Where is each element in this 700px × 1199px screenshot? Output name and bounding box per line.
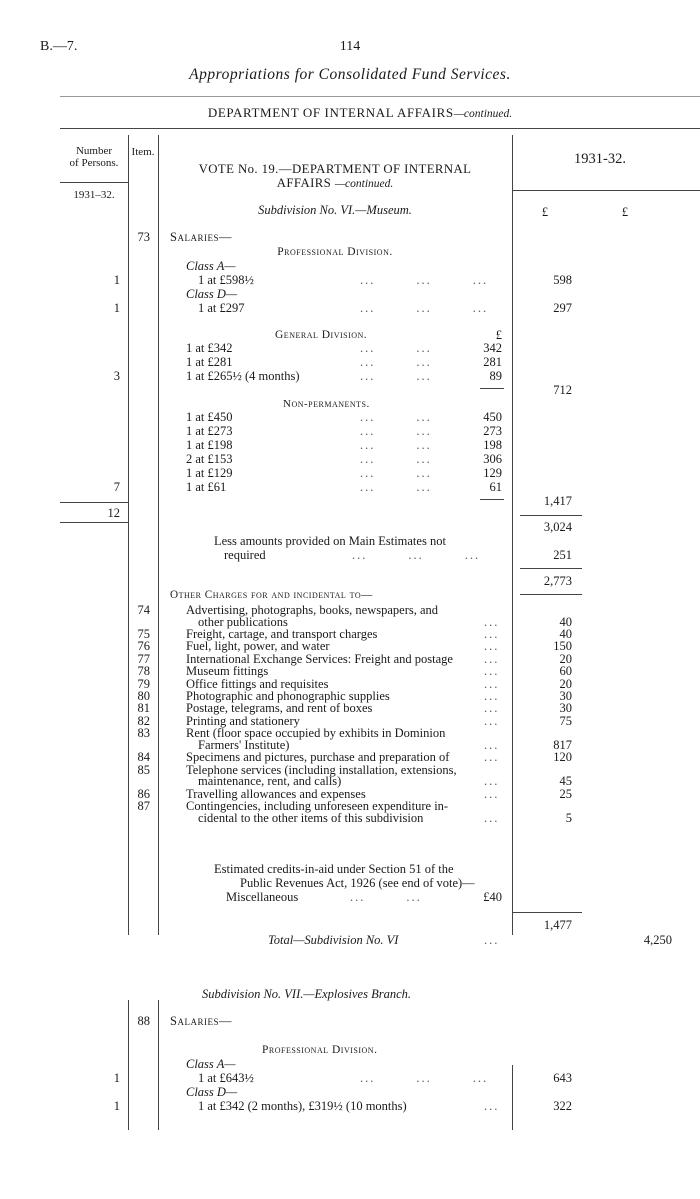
charge-item-number: 75 bbox=[137, 627, 150, 641]
class-d-label-vii: Class D— bbox=[186, 1085, 238, 1099]
leader-dots: ... bbox=[484, 651, 500, 666]
charge-item-number: 78 bbox=[137, 664, 150, 679]
persons-total-rule-bottom bbox=[60, 522, 128, 523]
credits-line1: Estimated credits-in-aid under Section 51 of the bbox=[214, 862, 454, 876]
leader-dots: ... bbox=[484, 664, 500, 679]
class-d-persons: 1 bbox=[113, 301, 120, 315]
general-total: 712 bbox=[553, 383, 572, 397]
leader-dots: ... ... bbox=[360, 341, 432, 355]
charge-amount: 120 bbox=[553, 750, 572, 765]
class-d-label: Class D— bbox=[186, 287, 238, 301]
net-amount: 2,773 bbox=[543, 574, 572, 588]
item-column-rule-lower bbox=[158, 1000, 159, 1130]
leader-dots: ... ... ... bbox=[352, 548, 481, 562]
charge-description: Printing and stationery bbox=[186, 713, 300, 728]
charge-description-continued: cidental to the other items of this subdivision bbox=[198, 810, 424, 825]
page-number: 114 bbox=[339, 39, 361, 54]
charge-amount: 817 bbox=[553, 737, 572, 752]
year-header: 1931-32. bbox=[574, 151, 626, 167]
subdivision-vi-title: Subdivision No. VI.—Museum. bbox=[258, 203, 412, 217]
charge-amount: 25 bbox=[559, 786, 572, 801]
class-a-persons: 1 bbox=[113, 273, 120, 287]
vote-title-continued: —continued. bbox=[334, 178, 394, 190]
persons-total-rule-top bbox=[60, 502, 128, 503]
charge-amount: 5 bbox=[565, 810, 572, 825]
nonperm-entry-2: 1 at £273 bbox=[186, 424, 233, 438]
class-d-entry: 1 at £297 bbox=[198, 301, 245, 315]
leader-dots: ... ... bbox=[360, 452, 432, 466]
leader-dots: ... bbox=[484, 701, 500, 716]
class-d-entry-vii: 1 at £342 (2 months), £319½ (10 months) bbox=[198, 1099, 407, 1113]
other-charges-total: 1,477 bbox=[543, 918, 572, 932]
nonperm-persons: 7 bbox=[113, 480, 120, 494]
header-rule bbox=[60, 128, 700, 129]
leader-dots: ... bbox=[484, 786, 500, 801]
charge-item-number: 74 bbox=[137, 603, 150, 617]
leader-dots: ... bbox=[484, 750, 500, 765]
leader-dots: ... bbox=[484, 810, 500, 825]
leader-dots: ... ... ... bbox=[360, 301, 489, 315]
class-a-label: Class A— bbox=[186, 259, 236, 273]
nonperm-amount-2: 273 bbox=[483, 424, 502, 438]
credits-line2: Public Revenues Act, 1926 (see end of vote)— bbox=[240, 876, 475, 890]
leader-dots: ... bbox=[484, 676, 500, 691]
subdivision-vii-title: Subdivision No. VII.—Explosives Branch. bbox=[202, 987, 411, 1001]
leader-dots: ... ... bbox=[360, 480, 432, 494]
charge-description: Advertising, photographs, books, newspapers, and bbox=[186, 603, 439, 617]
leader-dots: ... bbox=[484, 774, 500, 789]
leader-dots: ... bbox=[484, 737, 500, 752]
charge-description: Fuel, light, power, and water bbox=[186, 639, 330, 654]
persons-column-rule bbox=[128, 135, 129, 935]
leader-dots: ... ... bbox=[350, 890, 422, 904]
charge-amount: 75 bbox=[559, 713, 572, 728]
leader-dots: ... bbox=[484, 627, 500, 641]
general-amount-3: 89 bbox=[489, 369, 502, 383]
department-suffix: —continued. bbox=[453, 108, 513, 120]
department-name: DEPARTMENT OF INTERNAL AFFAIRS bbox=[207, 105, 454, 120]
amount-rule bbox=[520, 568, 582, 569]
nonperm-amount-5: 129 bbox=[483, 466, 502, 480]
amount-rule bbox=[520, 594, 582, 595]
leader-dots: ... bbox=[484, 614, 500, 629]
leader-dots: ... bbox=[484, 713, 500, 728]
leader-dots: ... ... bbox=[360, 438, 432, 452]
charge-item-number: 77 bbox=[137, 651, 150, 666]
persons-header-rule bbox=[60, 182, 128, 183]
vote-title-affairs: AFFAIRS bbox=[276, 176, 332, 190]
less-amounts-line2: required bbox=[224, 548, 266, 562]
charge-description-continued: maintenance, rent, and calls) bbox=[198, 774, 342, 789]
general-entry-1: 1 at £342 bbox=[186, 341, 233, 355]
salaries-heading: Salaries— bbox=[170, 230, 232, 244]
charge-amount: 30 bbox=[559, 689, 572, 703]
persons-year: 1931–32. bbox=[73, 189, 115, 201]
item-73: 73 bbox=[137, 230, 150, 244]
class-a-amount-vii: 643 bbox=[553, 1071, 572, 1085]
department-heading bbox=[150, 106, 570, 121]
subtotal-rule bbox=[480, 388, 504, 389]
nonperm-entry-6: 1 at £61 bbox=[186, 480, 227, 494]
amount-rule bbox=[520, 515, 582, 516]
general-entry-2: 1 at £281 bbox=[186, 355, 233, 369]
charge-item-number: 87 bbox=[137, 799, 150, 813]
less-amount: 251 bbox=[553, 548, 572, 562]
non-permanents-heading: Non-permanents. bbox=[283, 398, 370, 410]
charge-description: Contingencies, including unforeseen expenditure in- bbox=[186, 799, 449, 813]
charge-description: Office fittings and requisites bbox=[186, 676, 329, 691]
general-pound: £ bbox=[495, 328, 502, 342]
leader-dots: ... bbox=[484, 1099, 500, 1113]
charge-description-continued: Farmers' Institute) bbox=[198, 737, 290, 752]
charge-description: Specimens and pictures, purchase and preparation of bbox=[186, 750, 450, 765]
charge-description: Postage, telegrams, and rent of boxes bbox=[186, 701, 373, 716]
charge-amount: 150 bbox=[553, 639, 572, 654]
charge-description: Freight, cartage, and transport charges bbox=[186, 627, 378, 641]
general-amount-1: 342 bbox=[483, 341, 502, 355]
credits-amount: £40 bbox=[483, 890, 502, 904]
nonperm-entry-5: 1 at £129 bbox=[186, 466, 233, 480]
vote-title-line1: VOTE No. 19.—DEPARTMENT OF INTERNAL bbox=[198, 162, 472, 176]
class-d-amount: 297 bbox=[553, 301, 572, 315]
pound-column1: £ bbox=[541, 205, 549, 219]
less-amounts-line1: Less amounts provided on Main Estimates not bbox=[214, 534, 446, 548]
charge-item-number: 84 bbox=[137, 750, 150, 765]
amount-rule bbox=[512, 912, 582, 913]
nonperm-amount-4: 306 bbox=[483, 452, 502, 466]
charge-description: Museum fittings bbox=[186, 664, 269, 679]
charge-item-number: 86 bbox=[137, 786, 150, 801]
nonperm-entry-4: 2 at £153 bbox=[186, 452, 233, 466]
charge-amount: 60 bbox=[559, 664, 572, 679]
class-a-label-vii: Class A— bbox=[186, 1057, 236, 1071]
item-header: Item. bbox=[131, 146, 155, 158]
item-88: 88 bbox=[137, 1014, 150, 1028]
charge-amount: 20 bbox=[559, 651, 572, 666]
vote-title-line2 bbox=[170, 176, 500, 191]
charge-item-number: 81 bbox=[137, 701, 150, 716]
general-entry-3: 1 at £265½ (4 months) bbox=[186, 369, 300, 383]
charge-amount: 30 bbox=[559, 701, 572, 716]
charge-amount: 20 bbox=[559, 676, 572, 691]
leader-dots: ... ... ... bbox=[360, 1071, 489, 1085]
leader-dots: ... ... bbox=[360, 410, 432, 424]
charge-amount: 40 bbox=[559, 627, 572, 641]
charge-amount: 45 bbox=[559, 774, 572, 789]
nonperm-entry-3: 1 at £198 bbox=[186, 438, 233, 452]
charge-description: Photographic and phonographic supplies bbox=[186, 689, 390, 703]
charge-description: Rent (floor space occupied by exhibits in Dominion bbox=[186, 726, 446, 741]
charge-description: International Exchange Services: Freight and postage bbox=[186, 651, 453, 666]
nonperm-amount-6: 61 bbox=[489, 480, 502, 494]
general-division-heading: General Division. bbox=[275, 329, 368, 341]
page-title: Appropriations for Consolidated Fund Services. bbox=[189, 66, 511, 83]
nonperm-amount-3: 198 bbox=[483, 438, 502, 452]
year-header-rule bbox=[512, 190, 700, 191]
leader-dots: ... ... bbox=[360, 424, 432, 438]
class-a-amount: 598 bbox=[553, 273, 572, 287]
leader-dots: ... ... bbox=[360, 355, 432, 369]
document-ref: B.—7. bbox=[40, 39, 78, 54]
subdivision-vi-total-label: Total—Subdivision No. VI bbox=[268, 933, 399, 947]
amount-column-rule bbox=[512, 135, 513, 935]
leader-dots: ... ... bbox=[360, 369, 432, 383]
leader-dots: ... bbox=[484, 933, 500, 947]
number-of-persons-header: Number of Persons. bbox=[69, 145, 119, 169]
class-d-persons-vii: 1 bbox=[113, 1099, 120, 1113]
charge-description-continued: other publications bbox=[198, 614, 288, 629]
professional-division-heading-vii: Professional Division. bbox=[262, 1044, 378, 1056]
leader-dots: ... ... ... bbox=[360, 273, 489, 287]
subtotal-amount: 3,024 bbox=[543, 520, 572, 534]
salaries-heading-vii: Salaries— bbox=[170, 1014, 232, 1028]
class-a-entry: 1 at £598½ bbox=[198, 273, 254, 287]
charge-item-number: 80 bbox=[137, 689, 150, 703]
nonperm-entry-1: 1 at £450 bbox=[186, 410, 233, 424]
leader-dots: ... bbox=[484, 689, 500, 703]
charge-item-number: 76 bbox=[137, 639, 150, 654]
charge-amount: 40 bbox=[559, 614, 572, 629]
professional-division-heading: Professional Division. bbox=[277, 246, 393, 258]
nonperm-total: 1,417 bbox=[543, 494, 572, 508]
item-column-rule bbox=[158, 135, 159, 935]
subtotal-rule bbox=[480, 499, 504, 500]
class-a-persons-vii: 1 bbox=[113, 1071, 120, 1085]
charge-item-number: 82 bbox=[137, 713, 150, 728]
charge-item-number: 83 bbox=[137, 726, 150, 741]
charge-item-number: 79 bbox=[137, 676, 150, 691]
other-charges-heading: Other Charges for and incidental to— bbox=[170, 589, 373, 601]
amount-column-rule-lower bbox=[512, 1065, 513, 1130]
title-rule bbox=[60, 96, 700, 97]
leader-dots: ... ... bbox=[360, 466, 432, 480]
class-a-entry-vii: 1 at £643½ bbox=[198, 1071, 254, 1085]
charge-description: Telephone services (including installation, extensions, bbox=[186, 762, 457, 777]
general-amount-2: 281 bbox=[483, 355, 502, 369]
charge-item-number: 85 bbox=[137, 762, 150, 777]
charge-description: Travelling allowances and expenses bbox=[186, 786, 366, 801]
leader-dots: ... bbox=[484, 639, 500, 654]
credits-line3: Miscellaneous bbox=[226, 890, 299, 904]
total-persons: 12 bbox=[107, 506, 120, 520]
nonperm-amount-1: 450 bbox=[483, 410, 502, 424]
general-persons: 3 bbox=[113, 369, 120, 383]
subdivision-vi-total: 4,250 bbox=[643, 933, 672, 947]
pound-column2: £ bbox=[621, 205, 629, 219]
class-d-amount-vii: 322 bbox=[553, 1099, 572, 1113]
